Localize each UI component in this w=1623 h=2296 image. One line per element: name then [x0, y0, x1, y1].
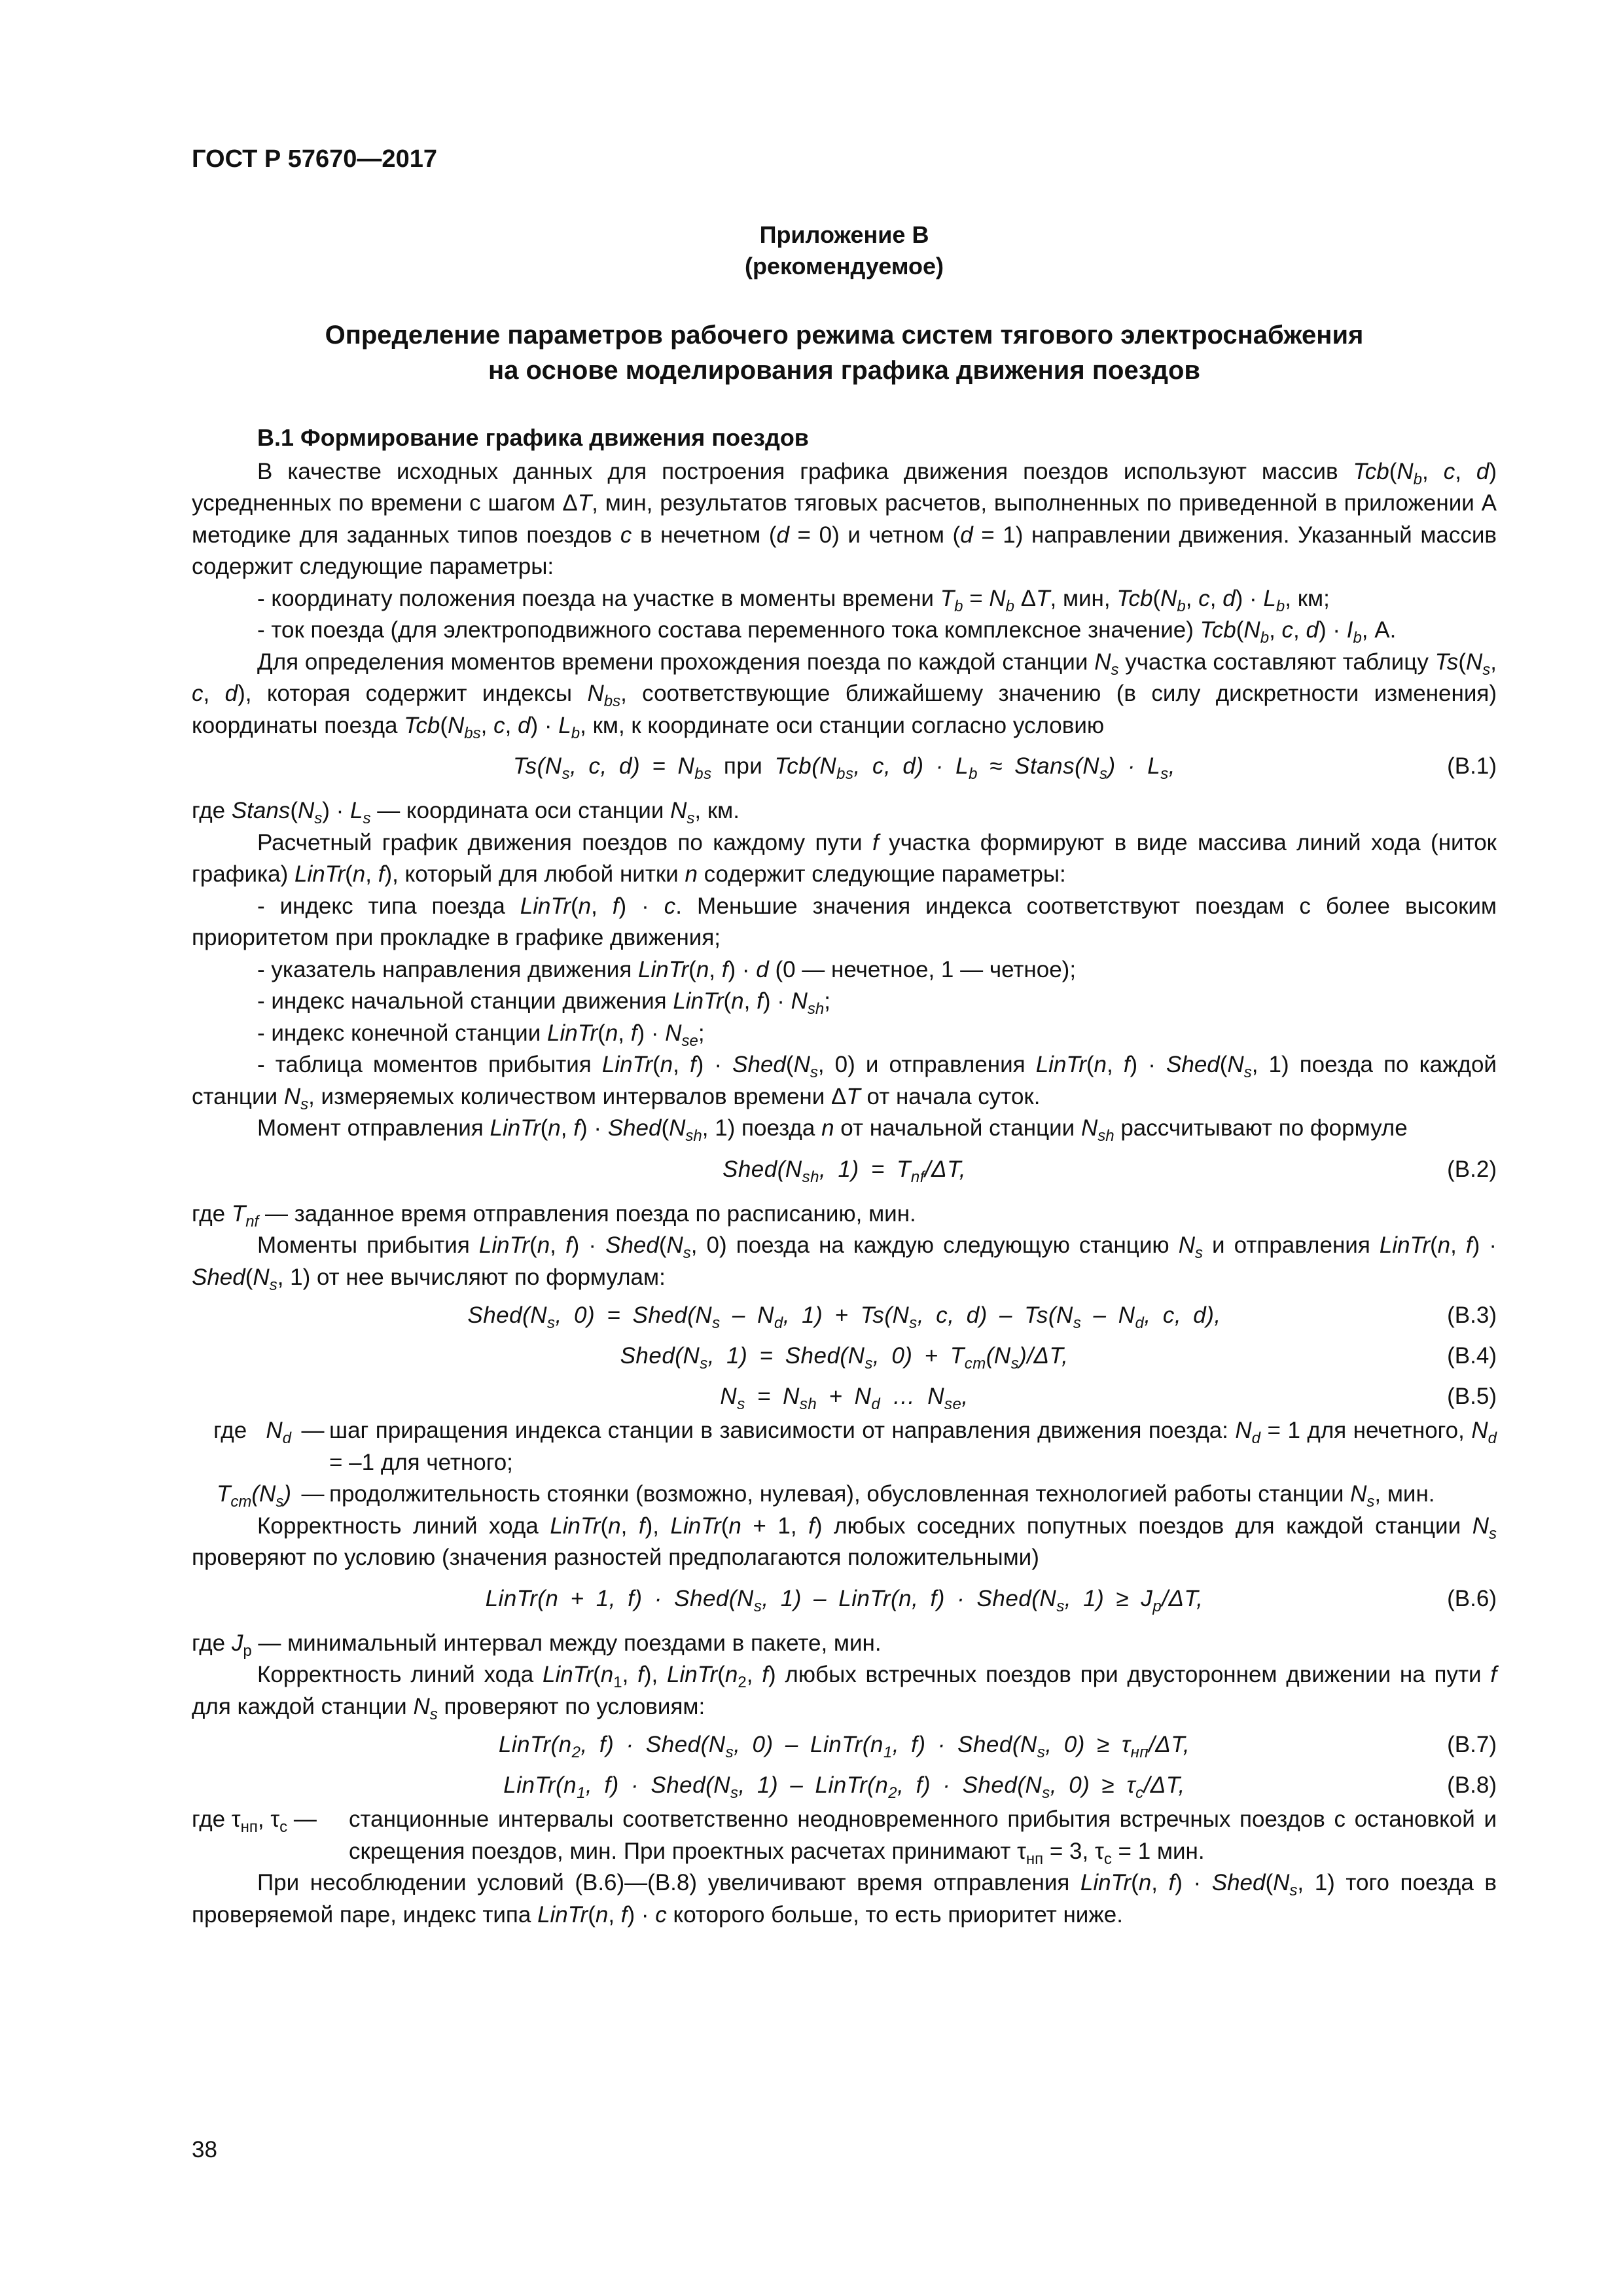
equation-b8: [192, 1763, 1497, 1804]
equation-number: (В.7): [1447, 1732, 1497, 1757]
formula: $LinTr(n_1$, $f) \cdot Shed(N_s$, $1) - LinTr(n_2$, $f) \cdot Shed(N_s$, $0) \ge \tau_с/\Delta T$,: [503, 1772, 1185, 1802]
formula: LinTr(n + 1, $f) \cdot Shed(N_s$, 1) – LinTr(n, $f) \cdot Shed(N_s$, $1) \ge J_p/\Delta T$,: [485, 1585, 1204, 1615]
main-title-line-1: Определение параметров рабочего режима систем тягового электроснабжения: [325, 321, 1364, 350]
list-item: - индекс конечной станции LinTr(n, $f) \cdot N_{se}$;: [257, 1020, 705, 1050]
where-list: где $N_d$ — шаг приращения индекса станции в зависимости от направления движения поезда: $N_d = 1$ для нечетного, $N_d = -1$ для четного; $T_{ст}(N_s)$ — продолжительность стоянки (возможно, нулевая), обусловленная технологией работы станции $N_s$, мин.: [192, 1415, 1497, 1511]
annex-main-title: [192, 317, 1497, 388]
list-item: - ток поезда (для электроподвижного состава переменного тока комплексное значение) $Tcb(N_b$, c, $d) \cdot I_b$, А.: [257, 617, 1397, 647]
formula: $N_s = N_{sh} + N_d$ … $N_{se}$,: [720, 1384, 969, 1413]
paragraph: В качестве исходных данных для построения графика движения поездов используют массив $Tcb(N_b$, c, d) усредненных по времени с шагом ΔT, мин, результатов тяговых расчетов, выполненных по приведенной в приложении А методике для заданных типов поездов c в нечетном (d = 0) и четном (d = 1) направлении движения. Указанный массив содержит следующие параметры:: [192, 458, 1497, 579]
formula: $LinTr(n_2$, $f) \cdot Shed(N_s$, $0) - LinTr(n_1$, $f) \cdot Shed(N_s$, $0) \ge \tau_{нп}/\Delta T$,: [498, 1732, 1190, 1761]
list-item: - индекс типа поезда LinTr(n, f) · c. Меньшие значения индекса соответствуют поездам с более высоким приоритетом при прокладке в графике движения;: [192, 893, 1497, 950]
list-item: - таблица моментов прибытия LinTr(n, $f) \cdot Shed(N_s$, 0) и отправления LinTr(n, $f) \cdot Shed(N_s$, 1) поезда по каждой станции $N_s$, измеряемых количеством интервалов времени ΔT от начала суток.: [192, 1052, 1497, 1113]
equation-b2: [192, 1147, 1497, 1196]
formula: $Shed(N_s$, $0) = Shed(N_s - N_d$, $1) + Ts(N_s$, c, $d) - Ts(N_s - N_d$, c, d),: [467, 1302, 1221, 1332]
equation-number: (В.3): [1447, 1302, 1497, 1328]
document-body: [192, 422, 1497, 1931]
section-heading: В.1 Формирование графика движения поездов: [257, 424, 809, 451]
annex-status: (рекомендуемое): [745, 253, 944, 279]
formula: $Ts(N_s$, c, $d) = N_{bs}$ при $Tcb(N_{bs}$, c, $d) \cdot L_b \approx Stans(N_s) \cdot L_s$,: [512, 753, 1176, 783]
formula: $Shed(N_{sh}$, $1) = T_{nf}/\Delta T$,: [722, 1156, 966, 1186]
main-title-line-2: на основе моделирования графика движения поездов: [488, 356, 1200, 385]
where-definition: станционные интервалы соответственно неодновременного прибытия встречных поездов с остановкой и скрещения поездов, мин. При проектных расчетах принимают $\tau_{нп} = 3$, $\tau_с = 1$ мин.: [349, 1806, 1497, 1868]
final-paragraph-text: При несоблюдении условий (В.6)—(В.8) увеличивают время отправления: [257, 1870, 1070, 1895]
list-item: - координату положения поезда на участке в моменты времени $T_b = N_b$ ΔT, мин, $Tcb(N_b$, c, $d) \cdot L_b$, км;: [257, 585, 1330, 615]
where-symbol: где $N_d$: [213, 1418, 291, 1447]
equation-b1: [192, 744, 1497, 793]
where-definition: продолжительность стоянки (возможно, нулевая), обусловленная технологией работы станции $N_s$, мин.: [329, 1481, 1435, 1511]
equation-number: (В.2): [1447, 1156, 1497, 1182]
list-item: - индекс начальной станции движения LinTr(n, $f) \cdot N_{sh}$;: [257, 988, 830, 1018]
where-list-tau: [192, 1804, 1497, 1867]
paragraph: где $T_{nf}$ — заданное время отправления поезда по расписанию, мин.: [192, 1200, 916, 1230]
document-id: ГОСТ Р 57670—2017: [192, 145, 437, 173]
where-symbol: $T_{ст}(N_s)$: [217, 1481, 291, 1511]
equation-number: (В.6): [1447, 1585, 1497, 1611]
equation-b4: [192, 1334, 1497, 1374]
equation-b5: [192, 1374, 1497, 1415]
equation-number: (В.8): [1447, 1772, 1497, 1798]
formula: $Shed(N_s$, $1) = Shed(N_s$, $0) + T_{ст}(N_s)/\Delta T$,: [620, 1343, 1069, 1372]
paragraph: При несоблюдении условий (В.6)—(В.8) увеличивают время отправления LinTr(n, $f) \cdot Shed(N_s$, 1) того поезда в проверяемой паре, индекс типа LinTr(n, f) · c которого больше, то есть приоритет ниже.: [192, 1870, 1497, 1928]
paragraph: где $J_р$ — минимальный интервал между поездами в пакете, мин.: [192, 1630, 882, 1660]
equation-b6: [192, 1577, 1497, 1625]
where-definition: шаг приращения индекса станции в зависимости от направления движения поезда: $N_d = 1$ для нечетного, $N_d = -1$ для четного;: [329, 1418, 1497, 1475]
equation-number: (В.1): [1447, 753, 1497, 779]
where-symbol: где $\tau_{нп}$, $\tau_с$ —: [192, 1806, 317, 1836]
paragraph: где $Stans(N_s) \cdot L_s$ — координата оси станции $N_s$, км.: [192, 798, 740, 827]
equation-b3: [192, 1293, 1497, 1334]
equation-number: (В.5): [1447, 1384, 1497, 1409]
annex-title: Приложение В: [759, 221, 929, 248]
equation-number: (В.4): [1447, 1343, 1497, 1369]
annex-heading: [192, 219, 1497, 282]
page-number: 38: [192, 2137, 217, 2162]
paragraph: Для определения моментов времени прохождения поезда по каждой станции $N_s$ участка составляют таблицу $Ts(N_s$, c, d), которая содержит индексы $N_{bs}$, соответствующие ближайшему значению (в силу дискретности изменения) координаты поезда $Tcb(N_{bs}$, c, $d) \cdot L_b$, км, к координате оси станции согласно условию: [192, 649, 1497, 742]
paragraph: Моменты прибытия LinTr(n, $f) \cdot Shed(N_s$, 0) поезда на каждую следующую станцию $N_s$ и отправления LinTr(n, $f) \cdot Shed(N_s$, 1) от нее вычисляют по формулам:: [192, 1232, 1497, 1294]
paragraph: Момент отправления LinTr(n, $f) \cdot Shed(N_{sh}$, 1) поезда n от начальной станции $N_{sh}$ рассчитывают по формуле: [257, 1115, 1408, 1145]
equation-b7: [192, 1723, 1497, 1763]
paragraph: Корректность линий хода $LinTr(n_1$, f), $LinTr(n_2$, f) любых встречных поездов при двустороннем движении на пути f для каждой станции $N_s$ проверяют по условиям:: [192, 1662, 1497, 1723]
paragraph: Расчетный график движения поездов по каждому пути f участка формируют в виде массива линий хода (ниток графика) LinTr(n, f), который для любой нитки n содержит следующие параметры:: [192, 829, 1497, 887]
list-item: - указатель направления движения LinTr(n, f) · d (0 — нечетное, 1 — четное);: [257, 956, 1077, 982]
paragraph: Корректность линий хода LinTr(n, f), LinTr(n + 1, f) любых соседних попутных поездов для каждой станции $N_s$ проверяют по условию (значения разностей предполагаются положительными): [192, 1513, 1497, 1570]
